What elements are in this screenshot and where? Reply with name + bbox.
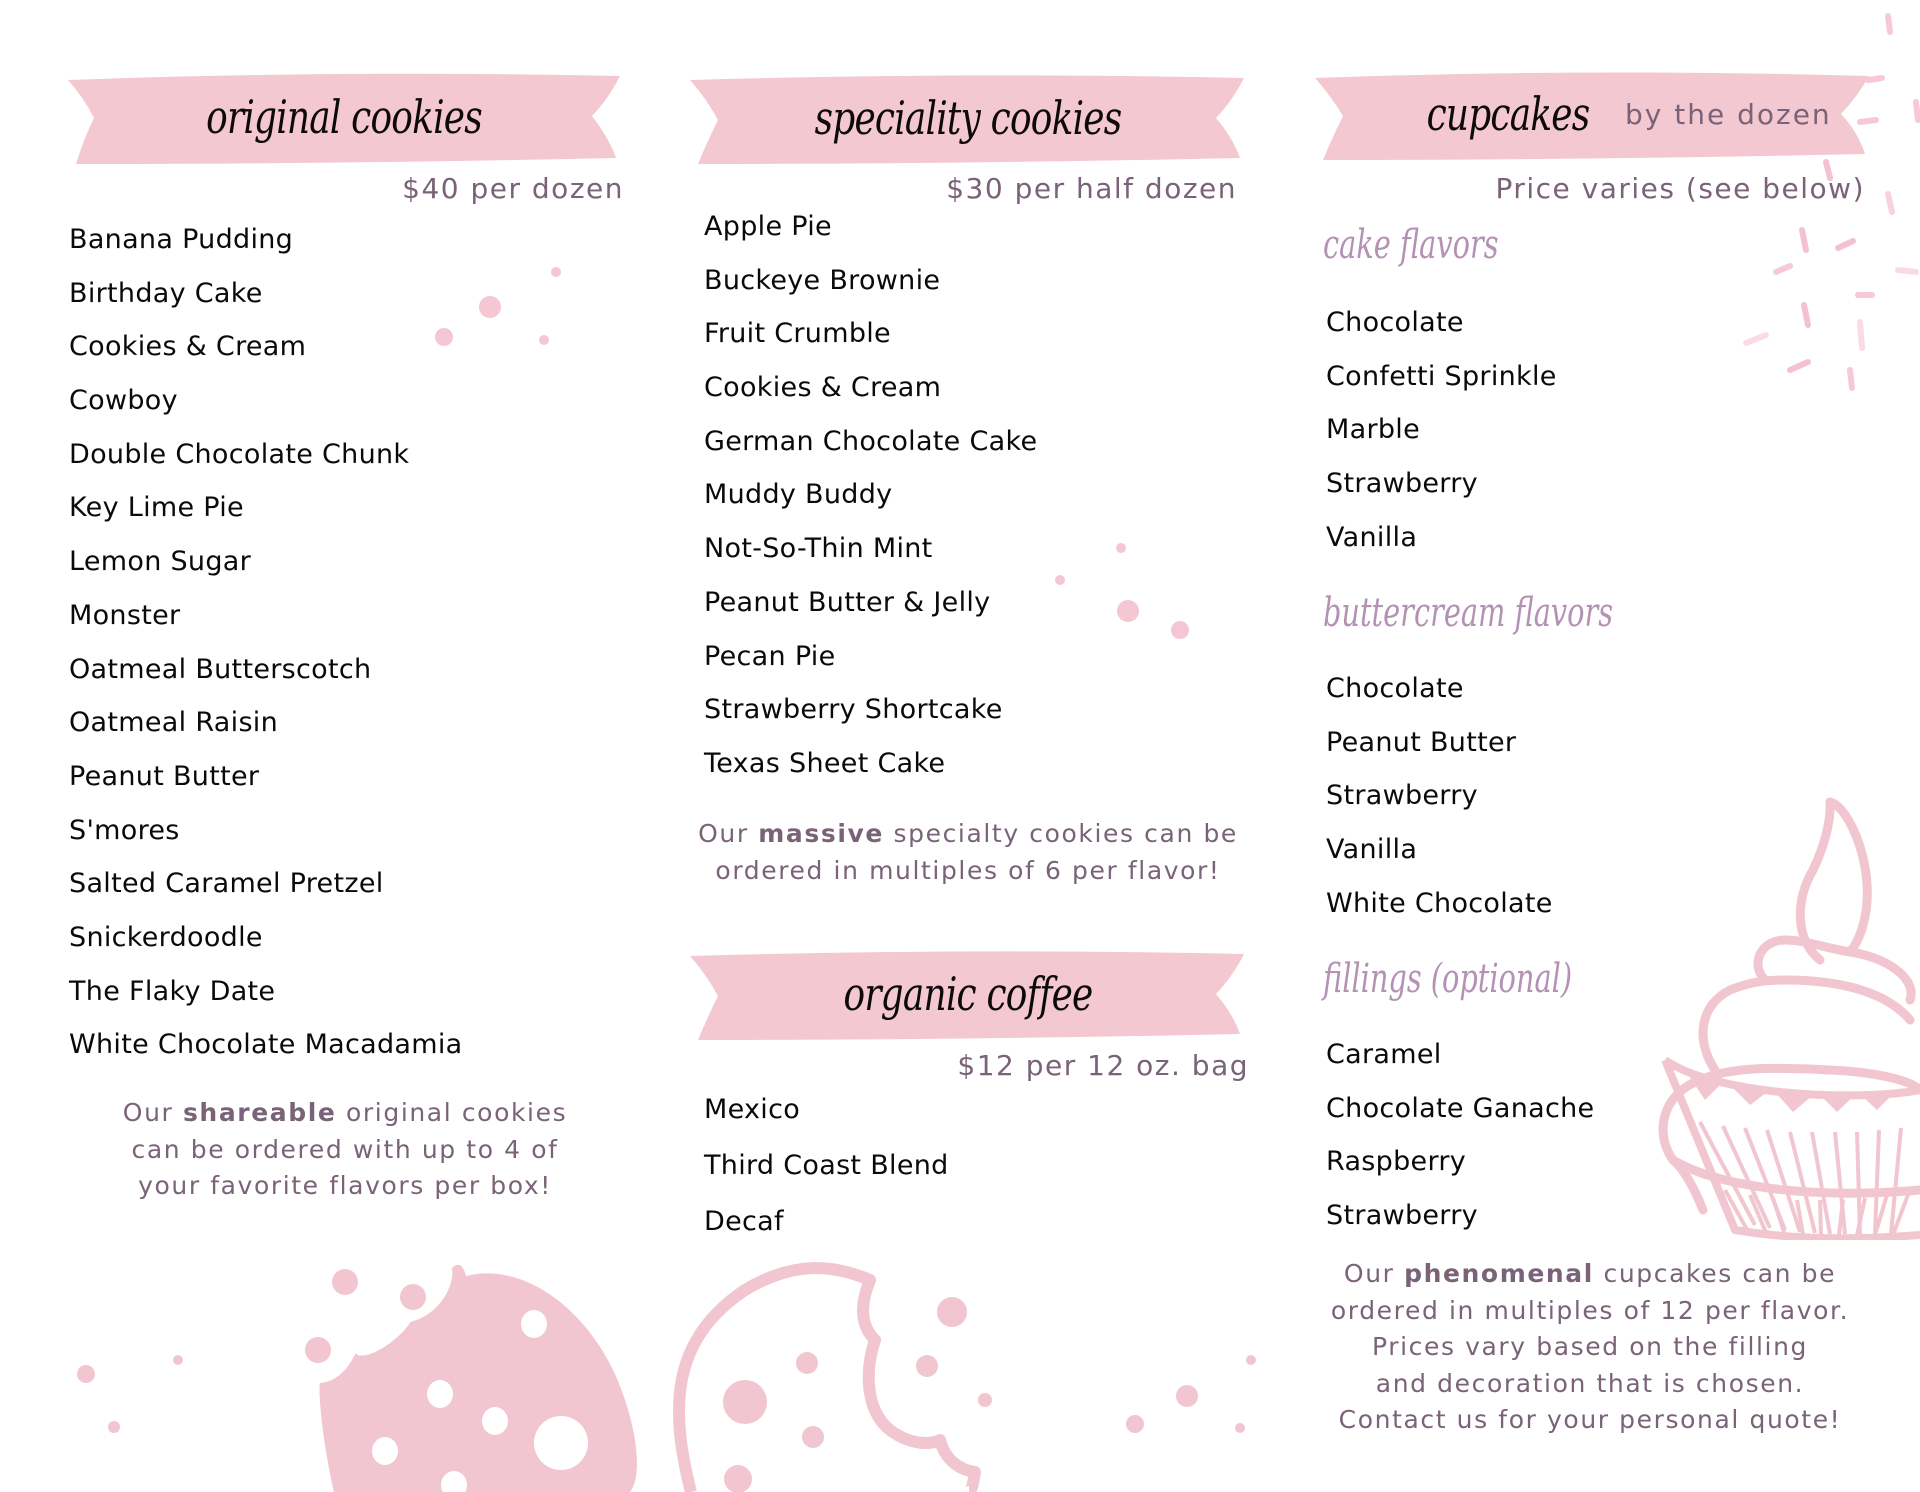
cake-flavors-list bbox=[1326, 296, 1557, 564]
list-item: Cookies & Cream bbox=[704, 372, 942, 404]
cookie-icon bbox=[0, 1240, 660, 1492]
list-item: S'mores bbox=[69, 814, 180, 846]
organic-coffee-price: $12 per 12 oz. bag bbox=[957, 1049, 1249, 1082]
cookie-outline-icon bbox=[655, 1260, 1295, 1492]
list-item: Mexico bbox=[704, 1094, 801, 1125]
list-item: Muddy Buddy bbox=[704, 479, 893, 511]
list-item: Pecan Pie bbox=[704, 640, 836, 672]
list-item: Chocolate bbox=[1326, 307, 1464, 338]
list-item: Cookies & Cream bbox=[69, 331, 307, 363]
list-item: Lemon Sugar bbox=[69, 546, 252, 578]
section-title: speciality cookies bbox=[814, 91, 1122, 145]
list-item: Chocolate bbox=[1326, 673, 1464, 704]
list-item: Salted Caramel Pretzel bbox=[69, 868, 384, 900]
original-cookies-note: Our shareable original cookies can be ordered with up to 4 of your favorite flavors per box! bbox=[122, 1098, 568, 1200]
emphasis: phenomenal bbox=[1404, 1259, 1594, 1288]
list-item: Cowboy bbox=[69, 385, 178, 417]
list-item: Banana Pudding bbox=[69, 224, 294, 255]
cupcakes-banner bbox=[1313, 66, 1877, 162]
crumbs-decoration bbox=[1040, 530, 1200, 640]
fillings-heading: fillings (optional) bbox=[1323, 956, 1573, 1002]
list-item: White Chocolate Macadamia bbox=[69, 1029, 463, 1061]
list-item: Double Chocolate Chunk bbox=[69, 438, 410, 470]
speciality-cookies-banner bbox=[688, 70, 1248, 166]
list-item: Chocolate Ganache bbox=[1326, 1092, 1595, 1124]
section-title: organic coffee bbox=[843, 967, 1093, 1021]
section-subtitle: by the dozen bbox=[1625, 97, 1832, 131]
list-item: Strawberry bbox=[1326, 468, 1478, 500]
cupcake-liner bbox=[1655, 1040, 1920, 1240]
list-item: Raspberry bbox=[1326, 1146, 1467, 1178]
fillings-list bbox=[1326, 1028, 1594, 1243]
emphasis: shareable bbox=[182, 1098, 337, 1127]
list-item: The Flaky Date bbox=[69, 975, 276, 1007]
organic-coffee-banner bbox=[688, 946, 1248, 1042]
cupcake-icon bbox=[1655, 790, 1920, 1235]
list-item: Apple Pie bbox=[704, 211, 832, 242]
original-cookies-banner bbox=[64, 68, 624, 166]
list-item: Buckeye Brownie bbox=[704, 264, 941, 296]
original-cookies-list bbox=[69, 213, 463, 1072]
list-item: Oatmeal Raisin bbox=[69, 707, 279, 739]
list-item: Key Lime Pie bbox=[69, 492, 244, 524]
list-item: Strawberry bbox=[1326, 1200, 1478, 1232]
buttercream-flavors-list bbox=[1326, 662, 1553, 930]
section-title: cupcakes bbox=[1426, 87, 1590, 141]
list-item: Snickerdoodle bbox=[69, 921, 263, 953]
list-item: White Chocolate bbox=[1326, 887, 1553, 919]
list-item: Peanut Butter bbox=[1326, 726, 1517, 758]
list-item: Texas Sheet Cake bbox=[704, 747, 946, 779]
section-title: original cookies bbox=[206, 90, 482, 144]
list-item: Vanilla bbox=[1326, 834, 1418, 866]
original-cookies-price: $40 per dozen bbox=[402, 172, 624, 205]
list-item: Third Coast Blend bbox=[704, 1150, 949, 1181]
list-item: Strawberry Shortcake bbox=[704, 694, 1003, 726]
list-item: Oatmeal Butterscotch bbox=[69, 653, 372, 685]
speciality-cookies-price: $30 per half dozen bbox=[946, 172, 1237, 205]
list-item: Vanilla bbox=[1326, 521, 1418, 553]
organic-coffee-list bbox=[704, 1082, 949, 1250]
list-item: Caramel bbox=[1326, 1039, 1442, 1070]
speciality-cookies-list bbox=[704, 200, 1037, 791]
cake-flavors-heading: cake flavors bbox=[1323, 222, 1499, 268]
list-item: Strawberry bbox=[1326, 780, 1478, 812]
list-item: Decaf bbox=[704, 1206, 784, 1237]
list-item: Not-So-Thin Mint bbox=[704, 533, 933, 565]
cupcakes-price: Price varies (see below) bbox=[1495, 172, 1865, 205]
list-item: Fruit Crumble bbox=[704, 318, 891, 350]
cupcakes-note: Our phenomenal cupcakes can be ordered in multiples of 12 per flavor. Prices vary based on the filling and decoration that is chosen. Contact us for your personal quote! bbox=[1330, 1259, 1850, 1434]
list-item: Marble bbox=[1326, 414, 1420, 446]
list-item: German Chocolate Cake bbox=[704, 425, 1038, 457]
speciality-cookies-note: Our massive specialty cookies can be ordered in multiples of 6 per flavor! bbox=[698, 819, 1238, 885]
list-item: Peanut Butter bbox=[69, 760, 260, 792]
list-item: Confetti Sprinkle bbox=[1326, 360, 1557, 392]
list-item: Monster bbox=[69, 599, 181, 631]
list-item: Peanut Butter & Jelly bbox=[704, 586, 991, 618]
emphasis: massive bbox=[758, 819, 884, 848]
list-item: Birthday Cake bbox=[69, 277, 263, 309]
buttercream-flavors-heading: buttercream flavors bbox=[1323, 590, 1614, 636]
